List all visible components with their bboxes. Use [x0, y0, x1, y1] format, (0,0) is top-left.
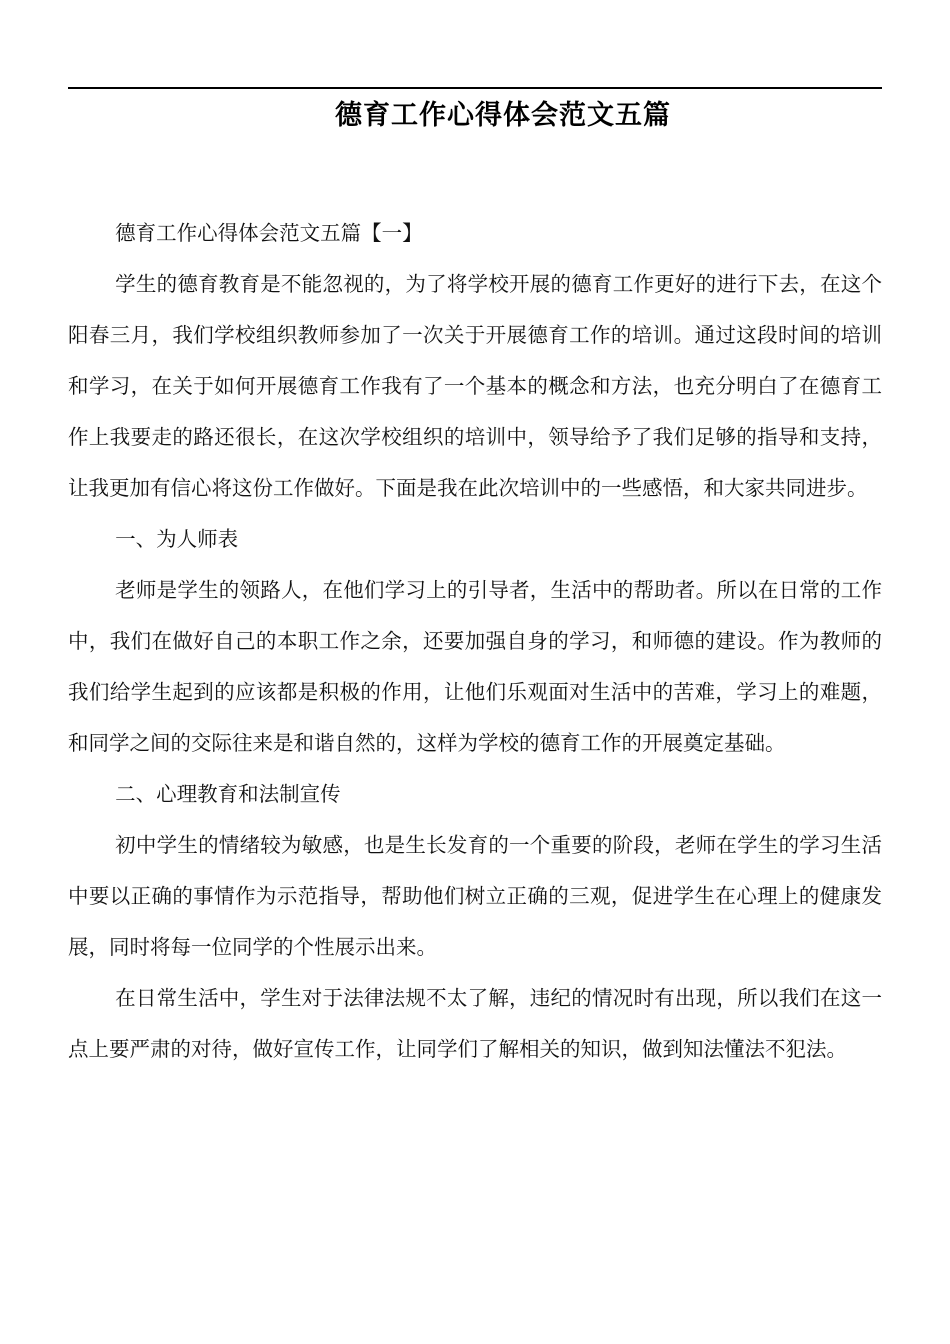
subheading-psychology-law: 二、心理教育和法制宣传 [115, 782, 341, 806]
body-paragraph: 初中学生的情绪较为敏感，也是生长发育的一个重要的阶段，老师在学生的学习生活中要以正确的事情作为示范指导，帮助他们树立正确的三观，促进学生在心理上的健康发展，同时将每一位同学的个性展示出来。 [68, 833, 882, 959]
body-paragraph: 老师是学生的领路人，在他们学习上的引导者，生活中的帮助者。所以在日常的工作中，我们在做好自己的本职工作之余，还要加强自身的学习，和师德的建设。作为教师的我们给学生起到的应该都是积极的作用，让他们乐观面对生活中的苦难，学习上的难题，和同学之间的交际往来是和谐自然的，这样为学校的德育工作的开展奠定基础。 [68, 578, 882, 755]
body-paragraph: 在日常生活中，学生对于法律法规不太了解，违纪的情况时有出现，所以我们在这一点上要严肃的对待，做好宣传工作，让同学们了解相关的知识，做到知法懂法不犯法。 [68, 986, 882, 1061]
subheading-role-model: 一、为人师表 [115, 527, 239, 551]
document-body [68, 208, 882, 1075]
document-title: 德育工作心得体会范文五篇 [335, 100, 671, 131]
section-heading-1: 德育工作心得体会范文五篇【一】 [115, 221, 423, 245]
body-paragraph: 学生的德育教育是不能忽视的，为了将学校开展的德育工作更好的进行下去，在这个阳春三月，我们学校组织教师参加了一次关于开展德育工作的培训。通过这段时间的培训和学习，在关于如何开展德育工作我有了一个基本的概念和方法，也充分明白了在德育工作上我要走的路还很长，在这次学校组织的培训中，领导给予了我们足够的指导和支持，让我更加有信心将这份工作做好。下面是我在此次培训中的一些感悟，和大家共同进步。 [68, 272, 882, 500]
header-rule [68, 87, 882, 89]
